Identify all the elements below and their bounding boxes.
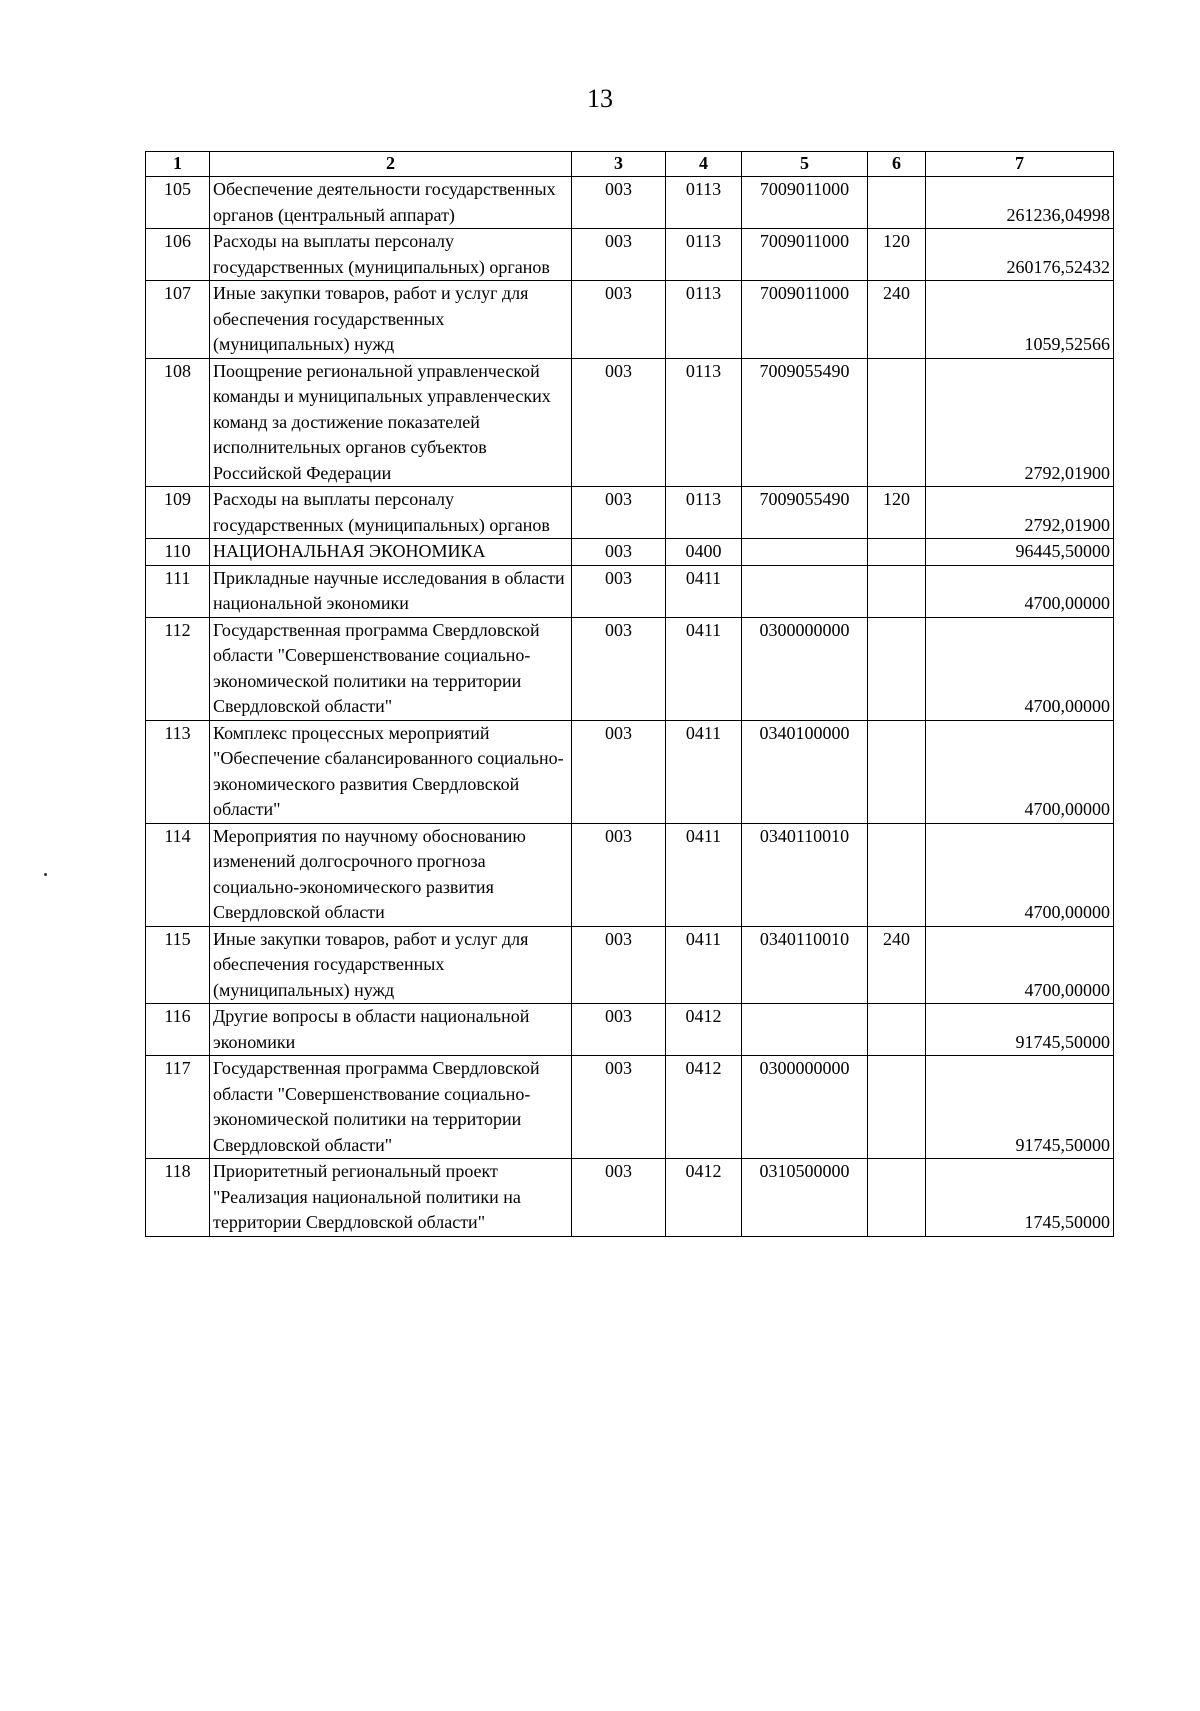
row-code-3: 003: [572, 720, 666, 823]
header-col-4: 4: [666, 152, 742, 177]
header-col-3: 3: [572, 152, 666, 177]
row-code-3: 003: [572, 281, 666, 359]
table-header: [146, 152, 1114, 177]
row-name: Расходы на выплаты персоналу государственных (муниципальных) органов: [210, 229, 572, 281]
row-code-3: 003: [572, 229, 666, 281]
row-code-6: 120: [868, 487, 926, 539]
row-code-4: 0412: [666, 1056, 742, 1159]
row-code-5: 7009055490: [742, 358, 868, 487]
row-code-3: 003: [572, 539, 666, 566]
row-name: НАЦИОНАЛЬНАЯ ЭКОНОМИКА: [210, 539, 572, 566]
row-code-5: 7009011000: [742, 177, 868, 229]
row-number: 113: [146, 720, 210, 823]
row-code-3: 003: [572, 617, 666, 720]
row-sum: 4700,00000: [926, 720, 1114, 823]
row-name: Мероприятия по научному обоснованию изменений долгосрочного прогноза социально-экономического развития Свердловской области: [210, 823, 572, 926]
row-code-4: 0113: [666, 229, 742, 281]
scan-speck: [44, 873, 47, 876]
row-code-5: [742, 1004, 868, 1056]
row-code-5: 0310500000: [742, 1159, 868, 1237]
table-row: [146, 617, 1114, 720]
row-sum: 261236,04998: [926, 177, 1114, 229]
table-row: [146, 720, 1114, 823]
row-code-3: 003: [572, 1159, 666, 1237]
row-name: Государственная программа Свердловской области "Совершенствование социально-экономической политики на территории Свердловской области": [210, 1056, 572, 1159]
row-name: Поощрение региональной управленческой команды и муниципальных управленческих команд за достижение показателей исполнительных органов субъектов Российской Федерации: [210, 358, 572, 487]
header-col-1: 1: [146, 152, 210, 177]
row-code-3: 003: [572, 1056, 666, 1159]
row-sum: 91745,50000: [926, 1004, 1114, 1056]
table-row: [146, 229, 1114, 281]
row-code-5: 0340100000: [742, 720, 868, 823]
row-sum: 260176,52432: [926, 229, 1114, 281]
row-number: 116: [146, 1004, 210, 1056]
table-row: [146, 281, 1114, 359]
row-code-5: 0340110010: [742, 823, 868, 926]
row-name: Расходы на выплаты персоналу государственных (муниципальных) органов: [210, 487, 572, 539]
table-row: [146, 823, 1114, 926]
row-number: 115: [146, 926, 210, 1004]
table-row: [146, 1056, 1114, 1159]
row-code-5: 0300000000: [742, 617, 868, 720]
row-code-3: 003: [572, 565, 666, 617]
row-number: 114: [146, 823, 210, 926]
table-row: [146, 565, 1114, 617]
row-number: 110: [146, 539, 210, 566]
row-sum: 1745,50000: [926, 1159, 1114, 1237]
row-code-5: 0340110010: [742, 926, 868, 1004]
table-row: [146, 358, 1114, 487]
row-code-6: [868, 823, 926, 926]
row-name: Государственная программа Свердловской области "Совершенствование социально-экономической политики на территории Свердловской области": [210, 617, 572, 720]
row-code-4: 0412: [666, 1159, 742, 1237]
row-code-4: 0411: [666, 823, 742, 926]
row-code-6: [868, 1159, 926, 1237]
row-code-6: [868, 1004, 926, 1056]
row-number: 106: [146, 229, 210, 281]
row-sum: 4700,00000: [926, 823, 1114, 926]
row-code-3: 003: [572, 926, 666, 1004]
row-code-5: 7009011000: [742, 281, 868, 359]
row-number: 109: [146, 487, 210, 539]
row-name: Другие вопросы в области национальной экономики: [210, 1004, 572, 1056]
row-code-6: [868, 177, 926, 229]
row-code-6: [868, 539, 926, 566]
budget-table: [145, 151, 1114, 1237]
row-sum: 2792,01900: [926, 358, 1114, 487]
table-row: [146, 177, 1114, 229]
row-code-4: 0113: [666, 177, 742, 229]
header-col-6: 6: [868, 152, 926, 177]
table-row: [146, 1159, 1114, 1237]
row-code-3: 003: [572, 1004, 666, 1056]
row-code-5: [742, 539, 868, 566]
row-code-4: 0113: [666, 358, 742, 487]
row-code-5: [742, 565, 868, 617]
header-col-7: 7: [926, 152, 1114, 177]
row-code-6: 240: [868, 926, 926, 1004]
row-number: 108: [146, 358, 210, 487]
row-name: Иные закупки товаров, работ и услуг для обеспечения государственных (муниципальных) нужд: [210, 926, 572, 1004]
row-number: 112: [146, 617, 210, 720]
row-name: Прикладные научные исследования в области национальной экономики: [210, 565, 572, 617]
row-code-6: [868, 358, 926, 487]
header-col-5: 5: [742, 152, 868, 177]
row-code-4: 0412: [666, 1004, 742, 1056]
row-name: Приоритетный региональный проект "Реализация национальной политики на территории Свердловской области": [210, 1159, 572, 1237]
row-code-4: 0411: [666, 720, 742, 823]
row-sum: 1059,52566: [926, 281, 1114, 359]
row-code-4: 0411: [666, 926, 742, 1004]
row-code-3: 003: [572, 823, 666, 926]
row-sum: 4700,00000: [926, 617, 1114, 720]
row-sum: 2792,01900: [926, 487, 1114, 539]
header-row: [146, 152, 1114, 177]
row-number: 107: [146, 281, 210, 359]
row-code-6: 240: [868, 281, 926, 359]
table-body: [146, 177, 1114, 1237]
page-number: 13: [587, 84, 613, 113]
header-col-2: 2: [210, 152, 572, 177]
row-code-6: [868, 720, 926, 823]
row-sum: 4700,00000: [926, 565, 1114, 617]
row-code-6: [868, 617, 926, 720]
row-code-3: 003: [572, 487, 666, 539]
row-code-5: 0300000000: [742, 1056, 868, 1159]
row-code-6: [868, 1056, 926, 1159]
row-code-5: 7009011000: [742, 229, 868, 281]
table-row: [146, 539, 1114, 566]
row-number: 117: [146, 1056, 210, 1159]
row-code-6: 120: [868, 229, 926, 281]
row-sum: 4700,00000: [926, 926, 1114, 1004]
row-number: 118: [146, 1159, 210, 1237]
row-sum: 91745,50000: [926, 1056, 1114, 1159]
row-code-6: [868, 565, 926, 617]
row-code-4: 0113: [666, 487, 742, 539]
table-row: [146, 926, 1114, 1004]
row-code-4: 0400: [666, 539, 742, 566]
row-code-4: 0411: [666, 617, 742, 720]
table-row: [146, 1004, 1114, 1056]
row-code-5: 7009055490: [742, 487, 868, 539]
row-code-3: 003: [572, 358, 666, 487]
row-name: Обеспечение деятельности государственных органов (центральный аппарат): [210, 177, 572, 229]
row-code-4: 0411: [666, 565, 742, 617]
table-row: [146, 487, 1114, 539]
row-sum: 96445,50000: [926, 539, 1114, 566]
row-number: 111: [146, 565, 210, 617]
row-code-4: 0113: [666, 281, 742, 359]
row-code-3: 003: [572, 177, 666, 229]
row-name: Комплекс процессных мероприятий "Обеспечение сбалансированного социально-экономического развития Свердловской области": [210, 720, 572, 823]
row-name: Иные закупки товаров, работ и услуг для обеспечения государственных (муниципальных) нужд: [210, 281, 572, 359]
row-number: 105: [146, 177, 210, 229]
